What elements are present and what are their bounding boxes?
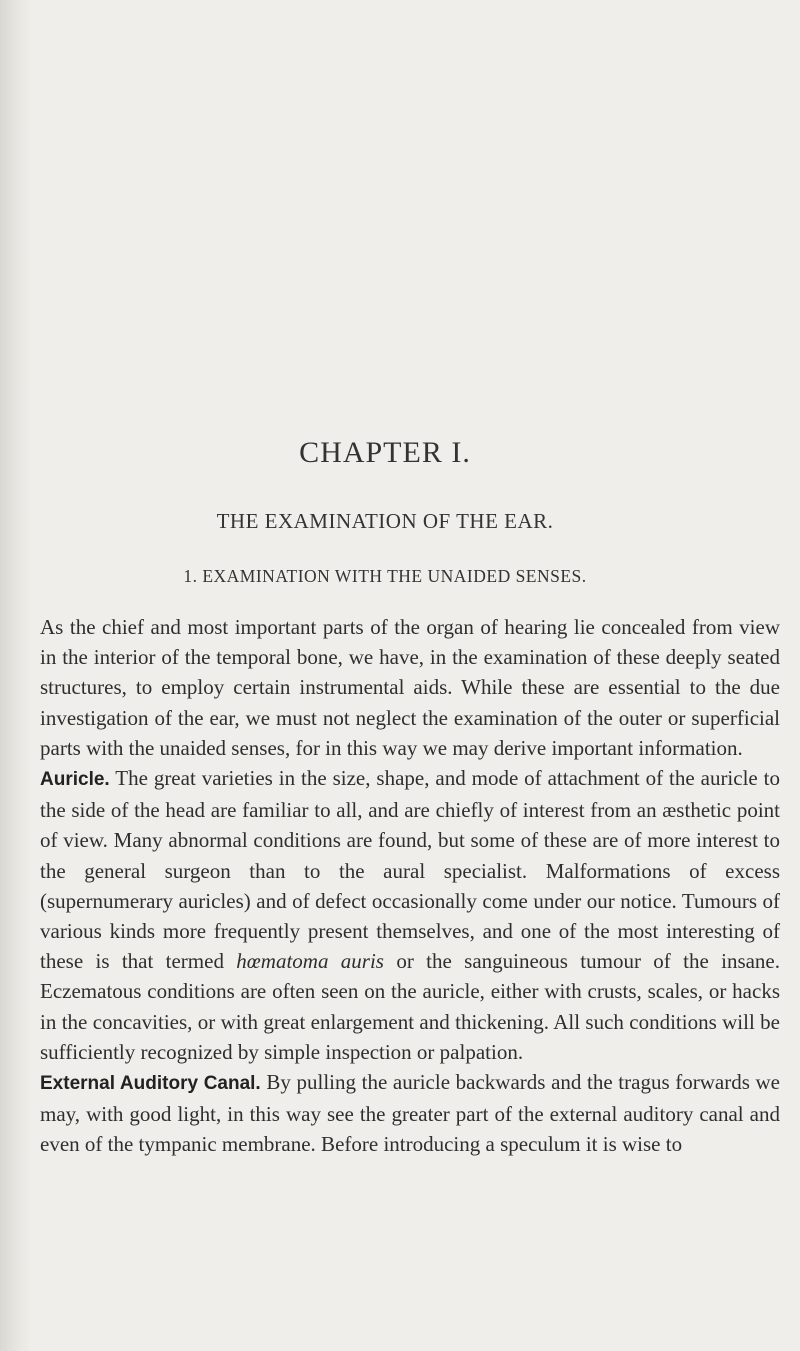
- canal-text: By pulling the auricle backwards and the tragus forwards we may, with good light, in this way see the greater part of the external auditory canal and even of the tympanic membrane. Before introducing a speculum it is wise to: [40, 1070, 781, 1157]
- canal-heading: External Auditory Canal.: [40, 1073, 261, 1095]
- auricle-text-part-2: or the sanguineous tumour of the insane. Eczematous conditions are often seen on the auricle, either with crusts, scales, or hacks in the concavities, or with great enlargement and thickening. All such conditions will be sufficiently recognized by simple inspection or palpation.: [40, 949, 781, 1064]
- page-edge-shadow: [0, 0, 32, 1351]
- chapter-title: CHAPTER I.: [299, 436, 471, 469]
- subsection-title: 1. EXAMINATION WITH THE UNAIDED SENSES.: [183, 566, 587, 586]
- intro-paragraph: As the chief and most important parts of the organ of hearing lie concealed from view in the interior of the temporal bone, we have, in the examination of these deeply seated structures, to employ certain instrumental aids. While these are essential to the due investigation of the ear, we must not neglect the examination of the outer or superficial parts with the unaided senses, for in this way we may derive important information.: [40, 615, 780, 760]
- book-page: [40, 0, 785, 1351]
- auricle-italic-term: hœmatoma auris: [236, 949, 384, 974]
- body-text: [40, 612, 780, 1160]
- auricle-paragraph: [40, 763, 780, 1067]
- auricle-heading: Auricle.: [40, 769, 110, 791]
- canal-paragraph: [40, 1067, 780, 1160]
- section-title: THE EXAMINATION OF THE EAR.: [216, 509, 554, 533]
- auricle-text-part-1: The great varieties in the size, shape, and mode of attachment of the auricle to the side of the head are familiar to all, and are chiefly of interest from an æsthetic point of view. Many abnormal conditions are found, but some of these are of more interest to the general surgeon than to the aural specialist. Malformations of excess (supernumerary auricles) and of defect occasionally come under our notice. Tumours of various kinds more frequently present themselves, and one of the most interesting of these is that termed: [40, 766, 780, 974]
